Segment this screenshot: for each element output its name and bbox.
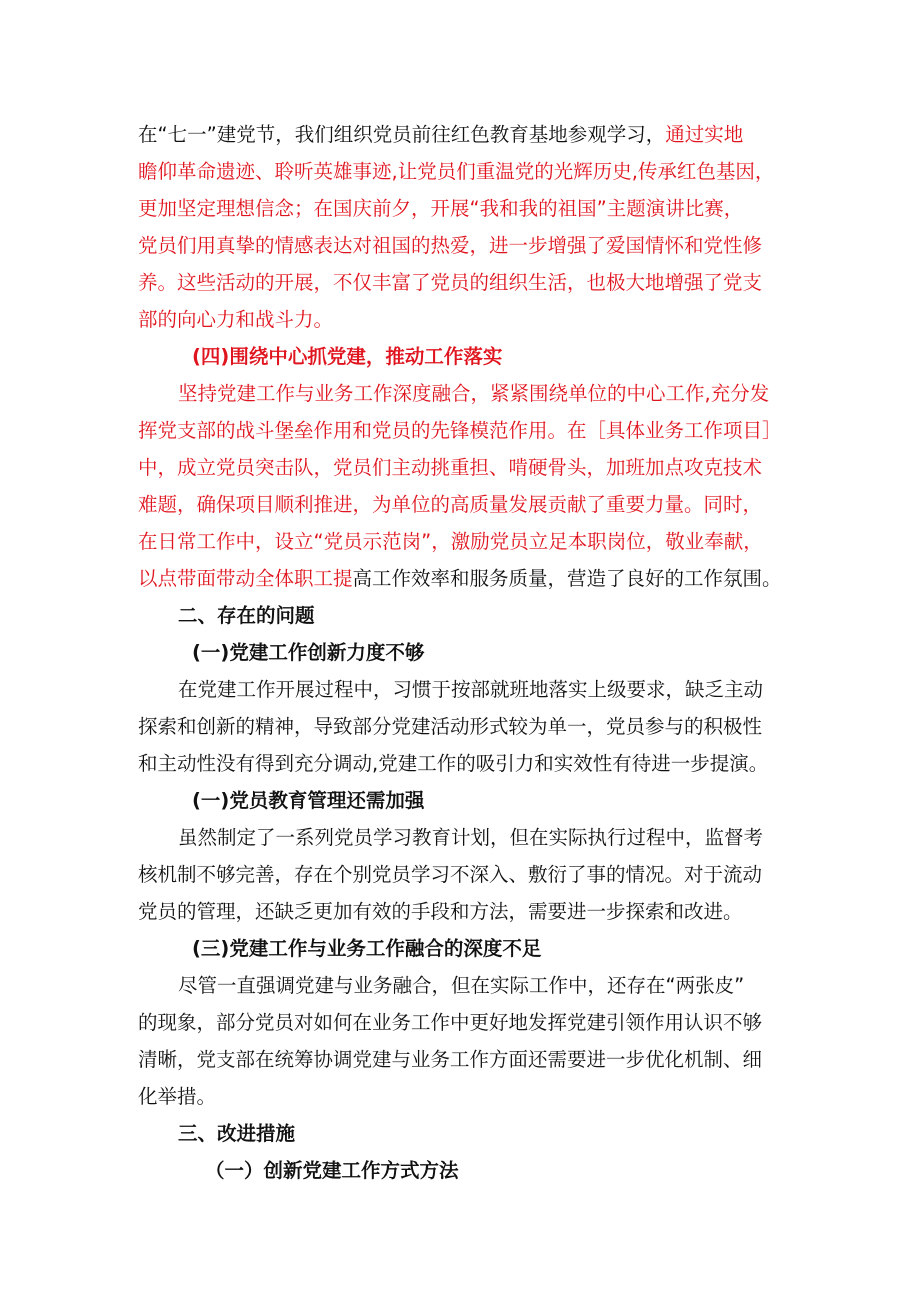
paragraph-line — [138, 560, 782, 597]
paragraph-line: 部的向心力和战斗力。 — [138, 308, 334, 331]
paragraph-line: 瞻仰革命遗迹、聆听英雄事迹,让党员们重温党的光辉历史,传承红色基因， — [138, 160, 775, 183]
paragraph-line: 党员们用真挚的情感表达对祖国的热爱，进一步增强了爱国情怀和党性修 — [138, 234, 763, 257]
paragraph-line: 探索和创新的精神，导致部分党建活动形式较为单一，党员参与的积极性 — [138, 715, 763, 738]
section-heading-3: 三、改进措施 — [178, 1122, 296, 1145]
section-heading-4: (四)围绕中心抓党建，推动工作落实 — [192, 345, 503, 368]
subsection-heading: (三)党建工作与业务工作融合的深度不足 — [192, 937, 542, 960]
paragraph-line: 坚持党建工作与业务工作深度融合，紧紧围绕单位的中心工作,充分发 — [178, 382, 770, 405]
paragraph-line: 尽管一直强调党建与业务融合，但在实际工作中，还存在“两张皮” — [178, 974, 745, 997]
paragraph-line: 核机制不够完善，存在个别党员学习不深入、敷衍了事的情况。对于流动 — [138, 863, 763, 886]
paragraph-line — [138, 116, 743, 153]
paragraph-line: 难题，确保项目顺利推进，为单位的高质量发展贡献了重要力量。同时， — [138, 493, 763, 516]
paragraph-line: 清晰，党支部在统筹协调党建与业务工作方面还需要进一步优化机制、细 — [138, 1048, 763, 1071]
paragraph-line: 在党建工作开展过程中，习惯于按部就班地落实上级要求，缺乏主动 — [178, 678, 764, 701]
paragraph-line: 挥党支部的战斗堡垒作用和党员的先锋模范作用。在［具体业务工作项目］ — [138, 419, 782, 442]
subsection-heading: (一)党员教育管理还需加强 — [192, 789, 425, 812]
paragraph-line: 虽然制定了一系列党员学习教育计划，但在实际执行过程中，监督考 — [178, 826, 764, 849]
text-run: 在“七一”建党节，我们组织党员前往红色教育基地参观学习， — [138, 123, 666, 146]
subsection-heading: (一)党建工作创新力度不够 — [192, 641, 425, 664]
paragraph-line: 在日常工作中，设立“党员示范岗”，激励党员立足本职岗位，敬业奉献， — [138, 530, 763, 553]
paragraph-line: 党员的管理，还缺乏更加有效的手段和方法，需要进一步探索和改进。 — [138, 900, 743, 923]
subsection-heading: （一）创新党建工作方式方法 — [205, 1159, 459, 1182]
paragraph-line: 更加坚定理想信念；在国庆前夕，开展“我和我的祖国”主题演讲比赛， — [138, 197, 744, 220]
paragraph-line: 养。这些活动的开展，不仅丰富了党员的组织生活，也极大地增强了党支 — [138, 271, 763, 294]
paragraph-line: 化举措。 — [138, 1085, 217, 1108]
text-run: 高工作效率和服务质量，营造了良好的工作氛围。 — [352, 567, 782, 590]
section-heading-2: 二、存在的问题 — [178, 604, 315, 627]
paragraph-line: 和主动性没有得到充分调动,党建工作的吸引力和实效性有待进一步提演。 — [138, 752, 769, 775]
text-run-red: 通过实地 — [665, 123, 744, 146]
paragraph-line: 中，成立党员突击队，党员们主动挑重担、啃硬骨头，加班加点攻克技术 — [138, 456, 763, 479]
text-run-red: 以点带面带动全体职工提 — [138, 567, 353, 590]
paragraph-line: 的现象，部分党员对如何在业务工作中更好地发挥党建引领作用认识不够 — [138, 1011, 763, 1034]
